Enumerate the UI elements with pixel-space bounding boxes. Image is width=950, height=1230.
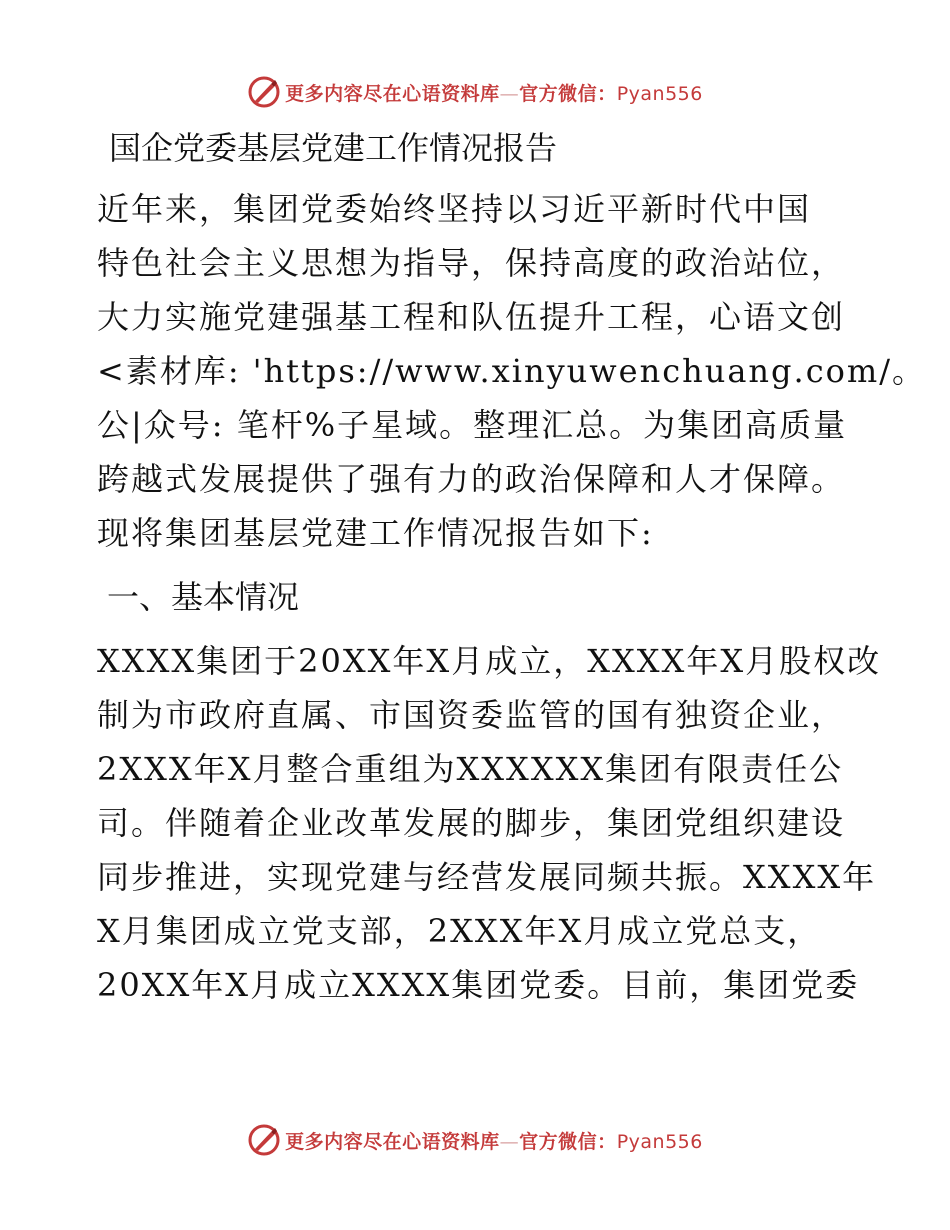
intro-line: 特色社会主义思想为指导，保持高度的政治站位， [97, 244, 846, 282]
watermark-banner-bottom [0, 1118, 950, 1162]
section-heading: 一、基本情况 [107, 578, 300, 616]
section-line: 2XXX年X月整合重组为XXXXXX集团有限责任公 [97, 750, 844, 788]
intro-paragraph [97, 182, 927, 560]
intro-line: 大力实施党建强基工程和队伍提升工程，心语文创 [97, 298, 846, 336]
intro-line: 跨越式发展提供了强有力的政治保障和人才保障。 [97, 460, 846, 498]
section-paragraph [97, 634, 882, 1012]
intro-line: 近年来，集团党委始终坚持以习近平新时代中国 [97, 190, 812, 228]
pen-logo-icon [247, 75, 281, 109]
intro-line: 现将集团基层党建工作情况报告如下: [97, 514, 654, 552]
watermark-separator: — [499, 82, 520, 105]
watermark-separator: — [499, 1130, 520, 1153]
watermark-banner-top [0, 70, 950, 114]
watermark-secondary: 官方微信： [519, 82, 617, 105]
pen-logo-icon [247, 1123, 281, 1157]
intro-line: <素材库: 'https://www.xinyuwenchuang.com/。 [97, 352, 927, 390]
watermark-wechat: Pyan556 [616, 1130, 703, 1153]
section-line: XXXX集团于20XX年X月成立，XXXX年X月股权改 [97, 642, 882, 680]
watermark-primary: 更多内容尽在心语资料库 [285, 1130, 500, 1153]
section-line: X月集团成立党支部，2XXX年X月成立党总支， [97, 912, 822, 950]
watermark-wechat: Pyan556 [616, 82, 703, 105]
watermark-text [285, 1127, 703, 1154]
intro-line: 公|众号: 笔杆%子星域。整理汇总。为集团高质量 [97, 406, 848, 444]
page-title: 国企党委基层党建工作情况报告 [109, 129, 558, 167]
section-line: 制为市政府直属、市国资委监管的国有独资企业， [97, 696, 846, 734]
document-body [97, 124, 927, 1012]
section-line: 20XX年X月成立XXXX集团党委。目前，集团党委 [97, 966, 860, 1004]
watermark-text [285, 79, 703, 106]
section-line: 司。伴随着企业改革发展的脚步，集团党组织建设 [97, 804, 846, 842]
watermark-secondary: 官方微信： [519, 1130, 617, 1153]
section-line: 同步推进，实现党建与经营发展同频共振。XXXX年 [97, 858, 877, 896]
watermark-primary: 更多内容尽在心语资料库 [285, 82, 500, 105]
